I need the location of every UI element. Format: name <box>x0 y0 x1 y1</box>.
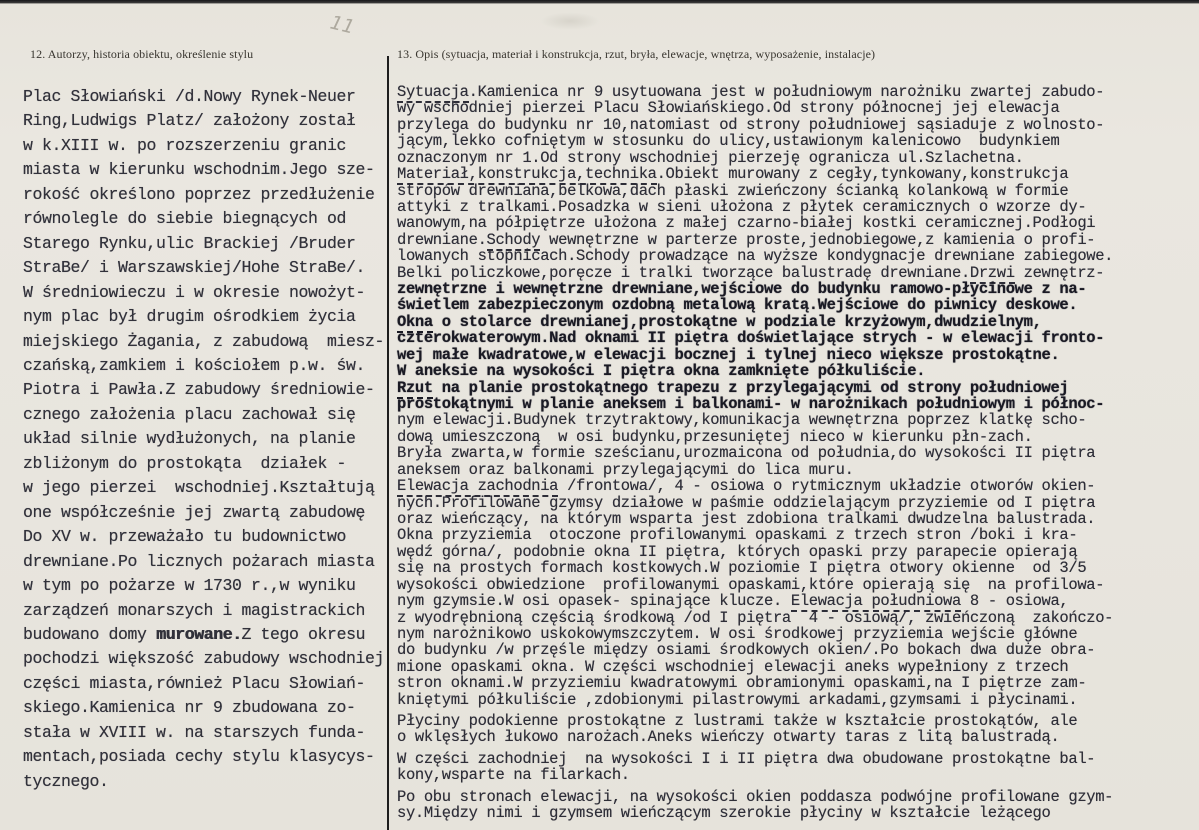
underlined-term: Drzwi <box>969 263 1015 282</box>
text-line: stron oknami.W przyziemiu kwadratowymi obramionymi opaskami,na I piętrze zam- <box>397 674 1087 693</box>
underlined-term: Rzut <box>397 378 433 397</box>
text-line: wysokości obwiedzione profilowanymi opaskami,które opierają się na profilowa- <box>397 575 1105 594</box>
text-line: się na prostych formach kostkowych.W poziomie I piętra otwory okienne od 3/5 <box>397 559 1087 578</box>
text-line: W aneksie na wysokości I piętra okna zamknięte półkuliście. <box>397 362 926 381</box>
text-line: lowanych stopnicach.Schody prowadzące na wyższe kondygnacje drewniane zabiegowe. <box>397 247 1114 266</box>
description-column <box>397 84 1195 822</box>
text-line: W części zachodniej na wysokości I i II piętra dwa obudowane prostokątne bal- <box>397 749 1096 768</box>
underlined-term: Elewacja południowa <box>790 592 961 611</box>
text-line: nym elewacji.Budynek trzytraktowy,komunikacja wewnętrzna poprzez klatkę scho- <box>397 411 1087 430</box>
text-line: nych.Profilowane gzymsy działowe w paśmie oddzielającym przyziemie od I piętra <box>397 493 1096 512</box>
text-line: z wyodrębnioną częścią środkową /od I piętra 4 - osiową/, zwieńczoną zakończo- <box>397 608 1114 627</box>
text-line: budowano domy murowane.Z tego okresu <box>23 624 366 644</box>
text-line: przylega do budynku nr 10,natomiast od strony południowej sąsiaduje z wolnosto- <box>397 115 1105 134</box>
text-line: kniętymi półkuliście ,zdobionymi pilastrowymi arkadami,gzymsami i płycinami. <box>397 690 1078 709</box>
history-column <box>23 85 385 794</box>
text-line: Materiał,konstrukcja,technika.Obiekt murowany z cegły,tynkowany,konstrukcja <box>397 165 1069 184</box>
text-line: do budynku /w przęśle między osiami środkowych okien/.Po bokach dwa duże obra- <box>397 641 1096 660</box>
text-line: mentach,posiada cechy stylu klasycys- <box>23 747 375 767</box>
text-line: czterokwaterowym.Nad oknami II piętra doświetlające strych - w elewacji fronto- <box>397 329 1105 348</box>
text-line: nym narożnikowo uskokowymszczytem. W osi środkowej przyziemia wejście główne <box>397 624 1078 643</box>
paper-smudge <box>540 12 600 30</box>
text-line: w jego pierzei wschodniej.Kształtują <box>23 478 375 498</box>
text-line: świetlem zabezpieczonym ozdobną metalową kratą.Wejściowe do piwnicy deskowe. <box>397 296 1078 315</box>
text-line: stropów drewniana,belkowa,dach płaski zwieńczony ścianką kolankową w formie <box>397 181 1069 200</box>
text-line: równolegle do siebie biegnących od <box>23 209 347 229</box>
text-line: o wklęsłych łukowo narożach.Aneks wieńczy otwarty taras z litą balustradą. <box>397 728 1060 747</box>
text-line: prostokątnymi w planie aneksem i balkonami- w narożnikach południowym i północ- <box>397 395 1105 414</box>
text-line: nym gzymsie.W osi opasek- spinające klucze. Elewacja południowa 8 - osiowa, <box>397 592 1069 611</box>
text-line: Plac Słowiański /d.Nowy Rynek-Neuer <box>23 87 356 106</box>
text-line: Elewacja zachodnia /frontowa/, 4 - osiowa o rytmicznym układzie otworów okien- <box>397 477 1096 496</box>
text-line: Po obu stronach elewacji, na wysokości okien poddasza podwójne profilowane gzym- <box>397 787 1114 806</box>
underlined-term: Okna <box>397 312 433 331</box>
text-line: Płyciny podokienne prostokątne z lustrami także w kształcie prostokątów, ale <box>397 712 1078 731</box>
text-line: sy.Między nimi i gzymsem wieńczącym szerokie płyciny w kształcie leżącego <box>397 804 1051 823</box>
text-line: dową umieszczoną w osi budynku,przesuniętej nieco w kierunku płn-zach. <box>397 427 1033 446</box>
text-line: one współcześnie jej zwartą zabudowę <box>23 502 366 522</box>
overstruck-term: murowane. <box>156 624 242 644</box>
scan-top-edge <box>0 0 1199 4</box>
text-line: skiego.Kamienica nr 9 zbudowana zo- <box>23 698 356 718</box>
text-line: cznego założenia placu zachował się <box>23 404 356 424</box>
text-line: Belki policzkowe,poręcze i tralki tworzące balustradę drewniane.Drzwi zewnętrz- <box>397 263 1105 282</box>
text-line: drewniane.Po licznych pożarach miasta <box>23 551 375 571</box>
text-line: tycznego. <box>23 771 109 791</box>
text-line: wanowym,na półpiętrze ułożona z małej czarno-białej kostki ceramicznej.Podłogi <box>397 214 1096 233</box>
text-line: StraBe/ i Warszawskiej/Hohe StraBe/. <box>23 258 366 278</box>
text-line: oznaczonym nr 1.Od strony wschodniej pierzeję ogranicza ul.Szlachetna. <box>397 148 1024 167</box>
text-line: Sytuacja.Kamienica nr 9 usytuowana jest w południowym narożniku zwartej zabudo- <box>397 83 1105 101</box>
pencil-annotation: 11 <box>327 11 357 39</box>
underlined-term: Schody <box>486 230 541 249</box>
text-line: nym plac był drugim ośrodkiem życia <box>23 307 356 327</box>
text-line: W średniowieczu i w okresie nowożyt- <box>23 282 366 302</box>
text-line: aneksem oraz balkonami przylegającymi do lica muru. <box>397 460 854 479</box>
text-line: zbliżonym do prostokąta działek - <box>23 453 347 473</box>
text-line: czańską,zamkiem i kościołem p.w. św. <box>23 355 366 375</box>
text-line: Okna przyziemia otoczone profilowanymi opaskami z trzech stron /boki i kra- <box>397 526 1078 545</box>
text-line: wędź górna/, podobnie okna II piętra, których opaski przy parapecie opierają <box>397 542 1078 561</box>
text-line: Okna o stolarce drewnianej,prostokątne w podziale krzyżowym,dwudzielnym, <box>397 312 1042 331</box>
underlined-term: Materiał,konstrukcja,technika <box>397 165 657 184</box>
text-line: Ring,Ludwigs Platz/ założony został <box>23 111 356 131</box>
text-line: rokość określono poprzez przedłużenie <box>23 184 375 204</box>
text-line: Piotra i Pawła.Z zabudowy średniowie- <box>23 380 375 400</box>
text-line: Starego Rynku,ulic Brackiej /Bruder <box>23 233 356 253</box>
text-line: oraz wieńczący, na którym wsparta jest zdobiona tralkami dwudzelna balustrada. <box>397 509 1096 528</box>
text-line: drewniane.Schody wewnętrzne w parterze proste,jednobiegowe,z kamienia o profi- <box>397 230 1096 249</box>
text-line: stała w XVIII w. na starszych funda- <box>23 722 366 742</box>
text-line: Bryła zwarta,w formie sześcianu,urozmaicona od południa,do wysokości II piętra <box>397 444 1096 463</box>
text-line: układ silnie wydłużonych, na planie <box>23 429 356 449</box>
section-12-header: 12. Autorzy, historia obiektu, określenie stylu <box>30 47 254 61</box>
text-line: w tym po pożarze w 1730 r.,w wyniku <box>23 576 356 596</box>
text-line: Do XV w. przeważało tu budownictwo <box>23 527 347 547</box>
text-line: wy wschodniej pierzei Placu Słowiańskiego.Od strony północnej jej elewacja <box>397 99 1060 118</box>
underlined-term: Elewacja zachodnia <box>397 477 559 496</box>
text-line: pochodzi większość zabudowy wschodniej <box>23 649 385 669</box>
text-line: w k.XIII w. po rozszerzeniu granic <box>23 135 347 155</box>
text-line: części miasta,również Placu Słowiań- <box>23 673 366 693</box>
underlined-term: Sytuacja <box>397 83 469 101</box>
text-line: jącym,lekko cofniętym w stosunku do ulicy,ustawionym kalenicowo budynkiem <box>397 132 1060 151</box>
column-divider-line <box>387 56 389 830</box>
section-13-header: 13. Opis (sytuacja, materiał i konstrukcja, rzut, bryła, elewacje, wnętrza, wyposażenie, instalacje) <box>397 47 876 61</box>
text-line: Rzut na planie prostokątnego trapezu z przylegającymi od strony południowej <box>397 378 1069 397</box>
text-line: zarządzeń monarszych i magistrackich <box>23 600 366 620</box>
text-line: wej małe kwadratowe,w elewacji bocznej i tylnej nieco większe prostokątne. <box>397 345 1060 364</box>
text-line: miasta w kierunku wschodnim.Jego sze- <box>23 160 375 180</box>
text-line: zewnętrzne i wewnętrzne drewniane,wejściowe do budynku ramowo-płycinowe z na- <box>397 280 1087 299</box>
text-line: attyki z tralkami.Posadzka w sieni ułożona z płytek ceramicznych o wzorze dy- <box>397 197 1087 216</box>
text-line: kony,wsparte na filarkach. <box>397 766 630 785</box>
text-line: mione opaskami okna. W części wschodniej elewacji aneks wypełniony z trzech <box>397 657 1069 676</box>
text-line: miejskiego Żagania, z zabudową miesz- <box>23 331 385 351</box>
